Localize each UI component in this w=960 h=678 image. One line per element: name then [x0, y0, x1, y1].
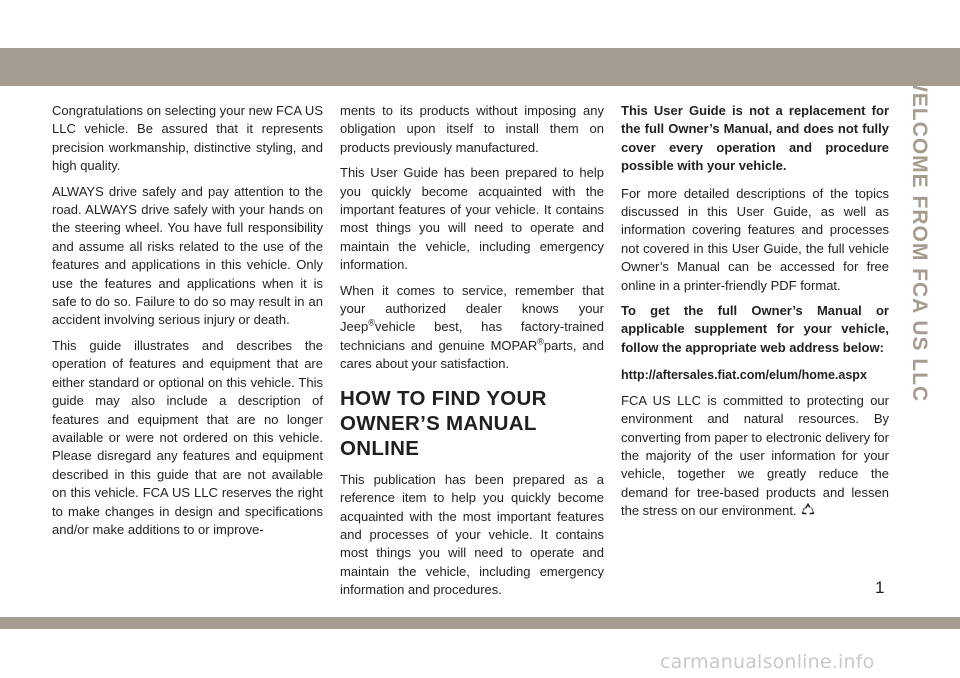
paragraph-more-details: For more detailed descriptions of the topics discussed in this User Guide, as well as information covering features and processes not covered in this User Guide, the full vehicle Owner’s Manual can be accessed for free online in a printer-friendly PDF format.: [621, 185, 889, 293]
paragraph-get-manual: To get the full Owner’s Manual or applicable supplement for your vehicle, follow the appropriate web address below:: [621, 303, 889, 355]
column-2: [340, 102, 604, 607]
column-1: [52, 102, 323, 546]
recycle-icon: [801, 502, 815, 521]
paragraph-publication: This publication has been prepared as a reference item to help you quickly become acquainted with the most important features and processes of your vehicle. It contains most things you will need to operate and maintain the vehicle, including emergency information and procedures.: [340, 471, 604, 598]
column-3: [621, 102, 889, 529]
footer-band: [0, 617, 960, 629]
paragraph-service: When it comes to service, remember that your authorized dealer knows your Jeep®vehicle best, has factory-trained technicians and genuine MOPAR®parts, and cares about your satisfaction.: [340, 282, 604, 372]
paragraph-not-replacement: This User Guide is not a replacement for the full Owner’s Manual, and does not fully cover every operation and procedure possible with your vehicle.: [621, 103, 889, 174]
section-heading: HOW TO FIND YOUR OWNER’S MANUAL ONLINE: [340, 386, 547, 460]
paragraph-continuation: ments to its products without imposing any obligation upon itself to install them on products previously manufactured.: [340, 103, 604, 155]
header-divider: [0, 86, 960, 88]
side-section-tab: WELCOME FROM FCA US LLC: [908, 71, 931, 403]
paragraph-guide-description: This guide illustrates and describes the operation of features and equipment that are either standard or optional on this vehicle. This guide may also include a description of features and equipment that are no longer available or were not ordered on this vehicle. Please disregard any features and equipment described in this guide that are not available on this vehicle. FCA US LLC reserves the right to make changes in design and specifications and/or make additions to or improve-: [52, 337, 323, 537]
paragraph-drive-safely: ALWAYS drive safely and pay attention to the road. ALWAYS drive safely with your hands on the steering wheel. You have full responsibility and assume all risks related to the use of the features and applications in this vehicle. Only use the features and applications when it is safe to do so. Failure to do so may result in an accident involving serious injury or death.: [52, 183, 323, 328]
manual-url-link[interactable]: http://aftersales.fiat.com/elum/home.aspx: [621, 368, 867, 383]
page-number: 1: [875, 578, 885, 597]
header-band: [0, 48, 960, 86]
paragraph-user-guide: This User Guide has been prepared to help you quickly become acquainted with the important features of your vehicle. It contains most things you will need to operate and maintain the vehicle, including emergency information.: [340, 165, 604, 273]
paragraph-congratulations: Congratulations on selecting your new FCA US LLC vehicle. Be assured that it represents precision workmanship, distinctive styling, and high quality.: [52, 103, 323, 174]
paragraph-environment: FCA US LLC is committed to protecting our environment and natural resources. By converting from paper to electronic delivery for the majority of the user information for your vehicle, together we greatly reduce the demand for tree-based products and lessen the stress on our environment.: [621, 392, 889, 522]
watermark: carmanualsonline.info: [660, 651, 875, 673]
